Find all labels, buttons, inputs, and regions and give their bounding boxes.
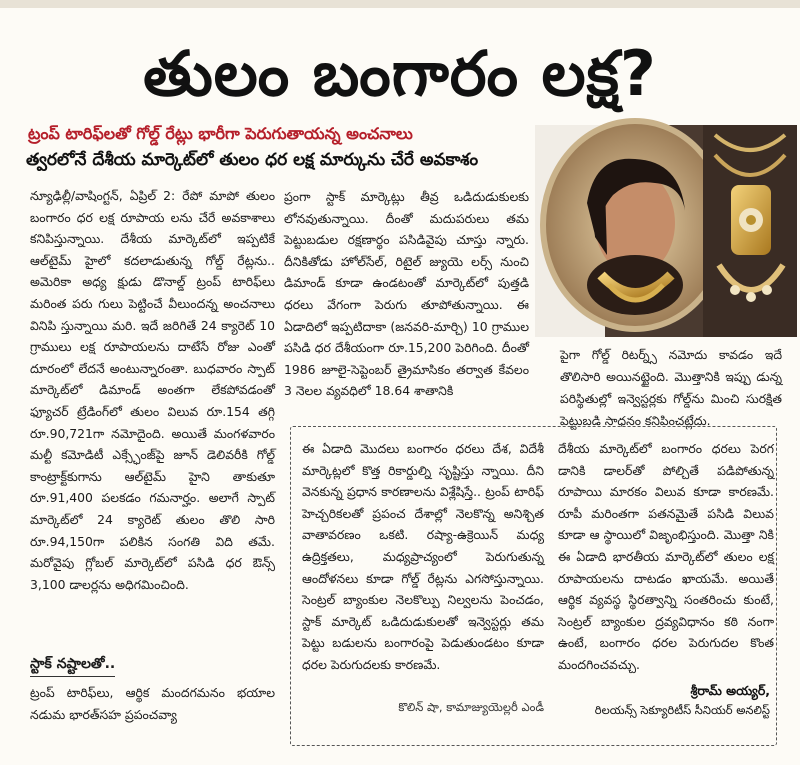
column-a2-text: ట్రంప్ టారిఫ్‌లు, ఆర్థిక మందగమనం భయాల నడుమ భారత్‌సహ ప్రపంచవ్యా bbox=[30, 685, 275, 722]
photo-illustration bbox=[535, 125, 797, 337]
column-b-text: ప్రంగా స్టాక్ మార్కెట్లు తీవ్ర ఒడిదుడుకులకు లోనవుతున్నాయి. దీంతో మదుపరులు తమ పెట్టుబడుల రక్షణార్థం పసిడివైపు చూస్తు న్నారు. దీనికితోడు హోల్‌సేల్, రిటైల్ జ్యుయె లర్స్ నుంచి డిమాండ్ కూడా ఉండటంతో మార్కెట్‌లో పుత్తడి ధరలు వేగంగా పెరుగు తూపోతున్నాయి. ఈ ఏడాదిలో ఇప్పటిదాకా (జనవరి-మార్చి) 10 గ్రాముల పసిడి ధర దేశీయంగా రూ.15,200 పెరిగింది. దీంతో 1986 జూలై-సెప్టెంబర్ త్రైమాసికం తర్వాత కేవలం 3 నెలల వ్యవధిలో 18.64 శాతానికి bbox=[284, 189, 529, 399]
article-column-b bbox=[284, 186, 529, 399]
article-column-a2 bbox=[30, 682, 275, 742]
section-heading: స్టాక్ నష్టాలతో.. bbox=[30, 656, 115, 677]
quote-left bbox=[302, 438, 544, 678]
column-a-text: న్యూఢిల్లీ/వాషింగ్టన్, ఏప్రిల్ 2: రేపో మాపో తులం బంగారం ధర లక్ష రూపాయ లను చేరే అవకాశాలు కనిపిస్తున్నాయి. దేశీయ మార్కెట్‌లో ఇప్పటికే ఆల్‌టైమ్ హైలో కదలాడుతున్న గోల్డ్ రేట్లను.. అమెరికా అధ్య క్షుడు డొనాల్డ్ ట్రంప్ టారిఫ్‌లు మరింత పరు గులు పెట్టించే వీలుందన్న అంచనాలు వినిపి స్తున్నాయి మరి. ఇదే జరిగితే 24 క్యారెట్ 10 గ్రాములు లక్ష రూపాయలను దాటేసే రోజు ఎంతో దూరంలో లేదనే అంటున్నారంతా. బుధవారం స్పాట్ మార్కెట్‌లో డిమాండ్ అంతగా లేకపోవడంతో ఫ్యూచర్ ట్రేడింగ్‌లో తులం విలువ రూ.154 తగ్గి రూ.90,721గా నమోదైంది. అయితే మంగళవారం మల్టీ కమోడిటీ ఎక్స్ఛేంజ్‌పై జూన్ డెలివరీకి గోల్డ్ కాంట్రాక్ట్‌కుగాను ఆల్‌టైమ్ హైని తాకుతూ రూ.91,400 పలకడం గమనార్హం. అలాగే స్పాట్ మార్కెట్‌లో 24 క్యారెట్ తులం తొలి సారి రూ.94,150గా పలికిన సంగతి విది తమే. మరోవైపు గ్లోబల్ మార్కెట్‌లో పసిడి ధర ఔన్స్ 3,100 డాలర్లను అధిగమించింది. bbox=[30, 188, 275, 592]
kicker: ట్రంప్ టారిఫ్‌లతో గోల్డ్ రేట్లు భారీగా పెరుగుతాయన్న అంచనాలు bbox=[28, 124, 413, 143]
quote-right-text: దేశీయ మార్కెట్‌లో బంగారం ధరలు పెరగ డానికి డాలర్‌తో పోల్చితే పడిపోతున్న రూపాయి మారకం విలువ కూడా కారణమే. రూపీ మరింతగా పతనమైతే పసిడి విలువ కూడా ఆ స్థాయిలో విజృంభిస్తుంది. మొత్తా నికి ఈ ఏడాది భారతీయ మార్కెట్‌లో తులం లక్ష రూపాయలను దాటడం ఖాయమే. అయితే ఆర్థిక వ్యవస్థ స్థిరత్వాన్ని సంతరించు కుంటే, సెంట్రల్ బ్యాంకుల ద్రవ్యవిధానం కఠి నంగా ఉంటే, బంగారం ధరల పెరుగుదల కొంత మందగించవచ్చు. bbox=[558, 441, 774, 672]
page-top-edge bbox=[0, 0, 800, 8]
quote-right bbox=[558, 438, 774, 672]
quote-right-signature-role: రిలయన్స్ సెక్యూరిటీస్ సీనియర్ అనలిస్ట్ bbox=[594, 703, 770, 717]
photo-caption-column bbox=[560, 344, 782, 428]
quote-left-signature: కొలిన్ షా, కామాజ్యుయెల్లరీ ఎండీ bbox=[398, 700, 544, 714]
quote-left-text: ఈ ఏడాది మొదలు బంగారం ధరలు దేశ, విదేశీ మార్కెట్లలో కొత్త రికార్డుల్ని సృష్టిస్తు న్నాయి. దీని వెనకున్న ప్రధాన కారణాలను విశ్లేషిస్తే.. ట్రంప్ టారిఫ్ హెచ్చరికలతో ప్రపంచ దేశాల్లో నెలకొన్న అనిశ్చిత వాతావరణం ఒకటి. రష్యా-ఉక్రెయిన్ మధ్య ఉద్రిక్తతలు, మధ్యప్రాచ్యంలో పెరుగుతున్న ఆందోళనలు కూడా గోల్డ్ రేట్లను ఎగసోస్తున్నాయి. సెంట్రల్ బ్యాంకుల నెలకొల్పు నిల్వలను పెంచడం, స్టాక్ మార్కెట్ ఒడిదుడుకులతో ఇన్వెస్టర్లు తమ పెట్టు బడులను బంగారంపై పెడుతుండటం కూడా ధరల పెరుగుదలకు కారణమే. bbox=[302, 441, 544, 672]
quote-right-signature-name: శ్రీరామ్ అయ్యర్, bbox=[690, 683, 770, 698]
subheadline: త్వరలోనే దేశీయ మార్కెట్‌లో తులం ధర లక్ష మార్కును చేరే అవకాశం bbox=[26, 150, 479, 170]
photo-caption-text: పైగా గోల్డ్ రిటర్న్స్ నమోదు కావడం ఇదే తొలిసారి అయినట్టైంది. మొత్తానికి ఇప్పు డున్న పరిస్థితుల్లో ఇన్వెస్టర్లకు గోల్డ్‌ను మించి సురక్షిత పెట్టుబడి సాధనం కనిపించట్లేదు. bbox=[560, 348, 782, 428]
news-photo bbox=[535, 125, 797, 337]
article-column-a bbox=[30, 185, 275, 592]
headline: తులం బంగారం లక్ష? bbox=[143, 37, 657, 110]
